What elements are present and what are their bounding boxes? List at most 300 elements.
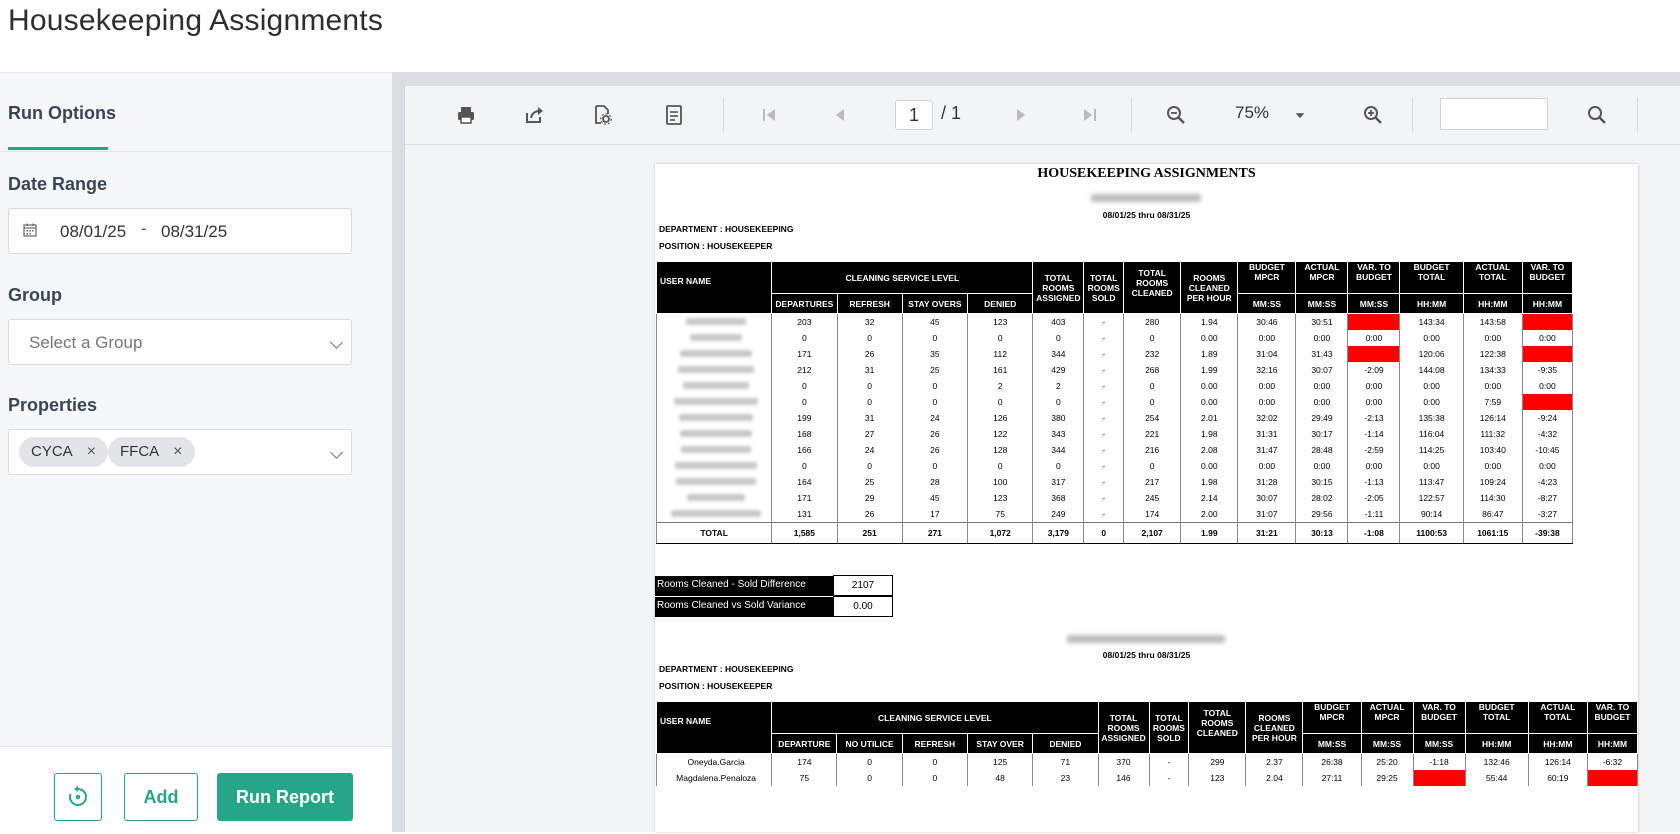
table-cell: 0 (1124, 330, 1181, 346)
table-cell: 0:00 (1238, 330, 1296, 346)
date-range-input[interactable] (8, 208, 352, 254)
table-cell: - (1084, 426, 1124, 442)
col-unit: HH:MM (1465, 734, 1528, 754)
col-actual-mpcr: ACTUAL MPCR (1296, 262, 1348, 294)
report-date-range: 08/01/25 thru 08/31/25 (1102, 210, 1191, 220)
col-total-rooms-assigned: TOTAL ROOMS ASSIGNED (1098, 702, 1149, 754)
col-cleaning-service-level: CLEANING SERVICE LEVEL (772, 702, 1098, 734)
table-cell: 299 (1189, 754, 1246, 771)
summary-label: Rooms Cleaned - Sold Difference (655, 576, 833, 596)
table-cell: 75 (772, 770, 837, 786)
table-cell: 164 (772, 474, 837, 490)
table-cell: 25 (902, 362, 967, 378)
report-page (655, 164, 1638, 832)
reset-button[interactable] (54, 773, 102, 821)
user-name-redacted (657, 330, 772, 346)
close-icon[interactable]: × (173, 443, 183, 460)
user-name-redacted (657, 410, 772, 426)
table-cell: 134:33 (1463, 362, 1522, 378)
table-cell: -4:23 (1522, 474, 1572, 490)
property-chip (108, 437, 195, 467)
table-cell: 0.00 (1181, 394, 1238, 410)
table-cell: - (1084, 490, 1124, 506)
table-cell: 0 (902, 378, 967, 394)
table-cell: 29 (837, 490, 902, 506)
table-cell: -2:59 (1348, 442, 1400, 458)
table-cell: 0:00 (1296, 394, 1348, 410)
total-cell: 31:21 (1238, 523, 1296, 544)
table-cell: 122 (968, 426, 1033, 442)
table-cell: 0 (837, 458, 902, 474)
table-cell: 32:16 (1238, 362, 1296, 378)
table-cell: 0:00 (1238, 378, 1296, 394)
table-cell: - (1084, 362, 1124, 378)
table-cell: 0 (1124, 458, 1181, 474)
table-cell: 131 (772, 506, 837, 523)
total-cell: 3,179 (1033, 523, 1084, 544)
table-cell: 0 (772, 330, 837, 346)
table-cell: -6:32 (1587, 754, 1637, 771)
viewer-frame (404, 86, 1680, 832)
report-position: POSITION : HOUSEKEEPER (659, 241, 773, 251)
table-row (657, 426, 1573, 442)
table-cell: 31:43 (1296, 346, 1348, 362)
group-select[interactable] (8, 319, 352, 365)
table-cell: 199 (772, 410, 837, 426)
total-cell: 30:13 (1296, 523, 1348, 544)
table-cell: 126:14 (1528, 754, 1587, 771)
table-cell: 26 (837, 346, 902, 362)
table-row (657, 442, 1573, 458)
table-cell: -1:18 (1413, 754, 1465, 771)
user-name: Magdalena.Penaloza (657, 770, 772, 786)
table-cell: 126:14 (1463, 410, 1522, 426)
toolbar-separator (723, 98, 724, 132)
table-cell: 0 (837, 770, 902, 786)
table-cell: 29:49 (1296, 410, 1348, 426)
table-cell: 17 (902, 506, 967, 523)
user-name-redacted (657, 314, 772, 331)
table-row (657, 754, 1638, 771)
date-separator: - (141, 219, 147, 238)
table-cell: 0:00 (1400, 394, 1463, 410)
table-cell: - (1084, 506, 1124, 523)
table-cell: 27:11 (1303, 770, 1361, 786)
table-cell: 0 (772, 378, 837, 394)
table-cell: 216 (1124, 442, 1181, 458)
user-name: Oneyda.Garcia (657, 754, 772, 771)
table-row (657, 330, 1573, 346)
table-cell: 0 (902, 754, 967, 771)
date-to[interactable]: 08/31/25 (161, 222, 228, 241)
chevron-down-icon (330, 336, 343, 349)
tab-run-options[interactable]: Run Options (8, 103, 116, 123)
table-cell: 143:34 (1400, 314, 1463, 331)
group-label: Group (8, 285, 62, 305)
col-var-to-budget-total: VAR. TO BUDGET (1522, 262, 1572, 294)
col-denied: DENIED (1033, 734, 1098, 754)
col-unit: MM:SS (1303, 734, 1361, 754)
col-refresh: REFRESH (837, 294, 902, 314)
col-stay-overs: STAY OVERS (902, 294, 967, 314)
table-cell: 31:47 (1238, 442, 1296, 458)
report-title: HOUSEKEEPING ASSIGNMENTS (1037, 166, 1256, 181)
table-cell: 111:32 (1463, 426, 1522, 442)
table-cell: 0:00 (1522, 330, 1572, 346)
col-unit: MM:SS (1413, 734, 1465, 754)
table-row (657, 770, 1638, 786)
table-cell: 0:00 (1463, 378, 1522, 394)
user-name-redacted (657, 394, 772, 410)
table-cell: 0:00 (1296, 458, 1348, 474)
table-cell: 2:32 (1522, 346, 1572, 362)
zoom-dropdown-icon[interactable] (1294, 109, 1316, 131)
table-cell: 26 (902, 426, 967, 442)
user-name-redacted (657, 426, 772, 442)
col-total-rooms-sold: TOTAL ROOMS SOLD (1149, 702, 1189, 754)
table-row (657, 410, 1573, 426)
table-cell: 168 (772, 426, 837, 442)
table-cell: 0:00 (1296, 378, 1348, 394)
col-unit: HH:MM (1463, 294, 1522, 314)
prev-page-icon[interactable] (829, 104, 851, 126)
col-actual-total: ACTUAL TOTAL (1528, 702, 1587, 734)
user-name-redacted (657, 362, 772, 378)
col-unit: MM:SS (1348, 294, 1400, 314)
table-cell: 29:25 (1361, 770, 1413, 786)
table-cell: 0.00 (1181, 458, 1238, 474)
table-cell: 2 (1033, 378, 1084, 394)
search-icon[interactable] (1586, 104, 1608, 126)
table-cell: 0 (837, 394, 902, 410)
table-cell: 0:24 (1522, 314, 1572, 331)
table-cell: 60:19 (1528, 770, 1587, 786)
col-total-rooms-sold: TOTAL ROOMS SOLD (1084, 262, 1124, 314)
total-cell: -1:08 (1348, 523, 1400, 544)
user-name-redacted (657, 506, 772, 523)
col-user-name: USER NAME (657, 262, 772, 314)
col-user-name: USER NAME (657, 702, 772, 754)
table-cell: 123 (968, 314, 1033, 331)
col-unit: MM:SS (1296, 294, 1348, 314)
col-total-rooms-cleaned: TOTAL ROOMS CLEANED (1124, 262, 1181, 314)
redacted-property-name (1067, 635, 1225, 643)
col-rooms-cleaned-per-hour: ROOMS CLEANED PER HOUR (1181, 262, 1238, 314)
table-cell: 0:05 (1348, 314, 1400, 331)
table-cell: 123 (968, 490, 1033, 506)
table-cell: 135:38 (1400, 410, 1463, 426)
col-no-utilice: NO UTILICE (837, 734, 902, 754)
report-position: POSITION : HOUSEKEEPER (659, 681, 773, 691)
table-row (657, 346, 1573, 362)
date-from[interactable]: 08/01/25 (60, 222, 127, 241)
table-cell: 31:04 (1238, 346, 1296, 362)
user-name-redacted (657, 442, 772, 458)
table-cell: 161 (968, 362, 1033, 378)
table-cell: 0:00 (1522, 378, 1572, 394)
properties-label: Properties (8, 395, 98, 415)
total-cell: 2,107 (1124, 523, 1181, 544)
table-cell: 0 (837, 330, 902, 346)
table-cell: 1.99 (1181, 362, 1238, 378)
user-name-redacted (657, 378, 772, 394)
date-range-label: Date Range (8, 174, 108, 194)
table-cell: - (1149, 770, 1189, 786)
table-cell: 0:39 (1348, 346, 1400, 362)
table-cell: 166 (772, 442, 837, 458)
table-cell: 0 (902, 330, 967, 346)
table-cell: 28 (902, 474, 967, 490)
last-page-icon[interactable] (1079, 104, 1101, 126)
toolbar-separator (1131, 98, 1132, 132)
table-cell: 23 (1033, 770, 1098, 786)
user-name-redacted (657, 490, 772, 506)
col-rooms-cleaned-per-hour: ROOMS CLEANED PER HOUR (1246, 702, 1303, 754)
table-cell: 31:31 (1238, 426, 1296, 442)
col-unit: MM:SS (1238, 294, 1296, 314)
col-total-rooms-assigned: TOTAL ROOMS ASSIGNED (1033, 262, 1084, 314)
table-cell: 7:59 (1522, 394, 1572, 410)
table-cell: 344 (1033, 346, 1084, 362)
table-cell: 27 (837, 426, 902, 442)
table-cell: 2.01 (1181, 410, 1238, 426)
page-number-input[interactable]: 1 (895, 100, 933, 130)
table-cell: 26 (902, 442, 967, 458)
col-cleaning-service-level: CLEANING SERVICE LEVEL (772, 262, 1033, 294)
table-cell: 30:07 (1238, 490, 1296, 506)
table-cell: 0:00 (1522, 458, 1572, 474)
find-input[interactable] (1440, 98, 1548, 130)
page-title: Housekeeping Assignments (8, 4, 384, 37)
add-button[interactable]: Add (124, 773, 198, 821)
table-cell: 280 (1124, 314, 1181, 331)
table-cell: 122:38 (1463, 346, 1522, 362)
table-cell: 126 (968, 410, 1033, 426)
summary-label: Rooms Cleaned vs Sold Variance (655, 597, 833, 617)
table-cell: 0:00 (1463, 330, 1522, 346)
viewer-toolbar (405, 86, 1680, 145)
col-departure: DEPARTURE (772, 734, 837, 754)
table-cell: 0 (1033, 330, 1084, 346)
col-budget-mpcr: BUDGET MPCR (1303, 702, 1361, 734)
table-cell: - (1084, 394, 1124, 410)
table-cell: 171 (772, 490, 837, 506)
col-actual-total: ACTUAL TOTAL (1463, 262, 1522, 294)
settings-doc-icon[interactable] (591, 104, 613, 126)
table-cell: 28:48 (1296, 442, 1348, 458)
table-cell: 143:58 (1463, 314, 1522, 331)
table-cell: 1.98 (1181, 474, 1238, 490)
table-cell: 109:24 (1463, 474, 1522, 490)
table-cell: 0 (1124, 394, 1181, 410)
total-cell: 1,072 (968, 523, 1033, 544)
table-cell: - (1084, 330, 1124, 346)
user-name-redacted (657, 346, 772, 362)
table-cell: 0.00 (1181, 330, 1238, 346)
table-cell: 232 (1124, 346, 1181, 362)
col-unit: HH:MM (1400, 294, 1463, 314)
table-cell: 344 (1033, 442, 1084, 458)
property-chip-label: FFCA (120, 443, 160, 460)
table-cell: 203 (772, 314, 837, 331)
table-row (657, 378, 1573, 394)
close-icon[interactable]: × (86, 443, 97, 460)
report-department: DEPARTMENT : HOUSEKEEPING (659, 664, 794, 674)
table-cell: - (1084, 346, 1124, 362)
table-cell: 114:30 (1463, 490, 1522, 506)
chevron-down-icon (330, 446, 343, 459)
table-cell: 2.08 (1181, 442, 1238, 458)
table-row (657, 362, 1573, 378)
col-var-to-budget-total: VAR. TO BUDGET (1587, 702, 1637, 734)
summary-value: 2107 (833, 575, 893, 596)
col-denied: DENIED (968, 294, 1033, 314)
table-cell: 2.14 (1181, 490, 1238, 506)
col-refresh: REFRESH (902, 734, 967, 754)
col-total-rooms-cleaned: TOTAL ROOMS CLEANED (1189, 702, 1246, 754)
export-icon[interactable] (523, 104, 545, 126)
table-cell: 32:02 (1238, 410, 1296, 426)
next-page-icon[interactable] (1010, 104, 1032, 126)
table-cell: 249 (1033, 506, 1084, 523)
table-cell: 0 (837, 754, 902, 771)
table-cell: -2:05 (1348, 490, 1400, 506)
table-row (657, 314, 1573, 331)
total-label: TOTAL (657, 523, 772, 544)
page-total: / 1 (941, 103, 962, 123)
table-cell: 30:46 (1238, 314, 1296, 331)
table-cell: 0:00 (1348, 394, 1400, 410)
table-cell: 174 (1124, 506, 1181, 523)
table-cell: 0 (1033, 458, 1084, 474)
col-var-to-budget: VAR. TO BUDGET (1413, 702, 1465, 734)
toolbar-separator (1412, 98, 1413, 132)
table-cell: 2.00 (1181, 506, 1238, 523)
col-budget-total: BUDGET TOTAL (1465, 702, 1528, 734)
table-cell: 254 (1124, 410, 1181, 426)
table-cell: -4:32 (1522, 426, 1572, 442)
total-cell: 1.99 (1181, 523, 1238, 544)
table-cell: 114:25 (1400, 442, 1463, 458)
zoom-in-icon[interactable] (1362, 104, 1384, 126)
table-cell: 120:06 (1400, 346, 1463, 362)
table-row (657, 394, 1573, 410)
table-row (657, 458, 1573, 474)
table-cell: -3:27 (1522, 506, 1572, 523)
col-stay-over: STAY OVER (967, 734, 1032, 754)
table-cell: 2:14 (1413, 770, 1465, 786)
summary-value: 0.00 (833, 596, 893, 617)
table-cell: 128 (968, 442, 1033, 458)
table-cell: 24 (837, 442, 902, 458)
table-cell: -8:27 (1522, 490, 1572, 506)
calendar-icon (23, 223, 37, 237)
user-name-redacted (657, 458, 772, 474)
table-cell: 25 (837, 474, 902, 490)
table-cell: 7:59 (1463, 394, 1522, 410)
table-cell: 0 (968, 330, 1033, 346)
document-icon[interactable] (663, 104, 685, 126)
col-budget-total: BUDGET TOTAL (1400, 262, 1463, 294)
toolbar-separator (1637, 98, 1638, 132)
print-icon[interactable] (455, 104, 477, 126)
table-cell: 0 (902, 458, 967, 474)
table-cell: - (1084, 474, 1124, 490)
table-cell: 123 (1189, 770, 1246, 786)
zoom-out-icon[interactable] (1165, 104, 1187, 126)
table-cell: 113:47 (1400, 474, 1463, 490)
table-cell: 0 (1033, 394, 1084, 410)
run-options-panel (0, 72, 392, 833)
col-unit: MM:SS (1361, 734, 1413, 754)
table-cell: 2.37 (1246, 754, 1303, 771)
total-cell: 271 (902, 523, 967, 544)
table-cell: 0 (902, 394, 967, 410)
total-cell: 1,585 (772, 523, 837, 544)
table-cell: 0 (902, 770, 967, 786)
table-cell: 0:00 (1348, 458, 1400, 474)
table-cell: 0:00 (1400, 458, 1463, 474)
property-chip (19, 437, 108, 467)
table-cell: 116:04 (1400, 426, 1463, 442)
table-cell: 317 (1033, 474, 1084, 490)
table-cell: 31:07 (1238, 506, 1296, 523)
run-report-button[interactable]: Run Report (217, 773, 353, 821)
table-cell: 1.98 (1181, 426, 1238, 442)
col-unit: HH:MM (1587, 734, 1637, 754)
table-cell: 30:07 (1296, 362, 1348, 378)
table-cell: - (1084, 442, 1124, 458)
col-var-to-budget: VAR. TO BUDGET (1348, 262, 1400, 294)
table-cell: 174 (772, 754, 837, 771)
table-cell: 1.89 (1181, 346, 1238, 362)
table-cell: 429 (1033, 362, 1084, 378)
table-cell: 48 (967, 770, 1032, 786)
table-cell: 0 (968, 458, 1033, 474)
table-cell: 28:02 (1296, 490, 1348, 506)
redacted-property-name (1091, 194, 1201, 202)
group-placeholder: Select a Group (29, 333, 143, 352)
table-cell: 0 (1124, 378, 1181, 394)
table-cell: 0:00 (1463, 458, 1522, 474)
col-unit: HH:MM (1528, 734, 1587, 754)
first-page-icon[interactable] (758, 104, 780, 126)
zoom-level[interactable]: 75% (1235, 103, 1270, 122)
table-cell: -9:35 (1522, 362, 1572, 378)
table-cell: 0:00 (1348, 330, 1400, 346)
report-department: DEPARTMENT : HOUSEKEEPING (659, 224, 794, 234)
table-cell: 45 (902, 314, 967, 331)
user-name-redacted (657, 474, 772, 490)
table-cell: - (1084, 378, 1124, 394)
table-cell: 30:15 (1296, 474, 1348, 490)
table-cell: 368 (1033, 490, 1084, 506)
table-cell: 268 (1124, 362, 1181, 378)
table-cell: 30:17 (1296, 426, 1348, 442)
properties-select[interactable] (8, 429, 352, 475)
report-date-range: 08/01/25 thru 08/31/25 (1102, 650, 1191, 660)
total-row (657, 523, 1573, 544)
table-cell: 146 (1098, 770, 1149, 786)
table-cell: -1:14 (1348, 426, 1400, 442)
table-cell: -2:09 (1348, 362, 1400, 378)
table-cell: 103:40 (1463, 442, 1522, 458)
table-cell: 75 (968, 506, 1033, 523)
table-cell: 0:00 (1348, 378, 1400, 394)
table-cell: 4:35 (1587, 770, 1637, 786)
table-cell: 30:51 (1296, 314, 1348, 331)
table-cell: 35 (902, 346, 967, 362)
